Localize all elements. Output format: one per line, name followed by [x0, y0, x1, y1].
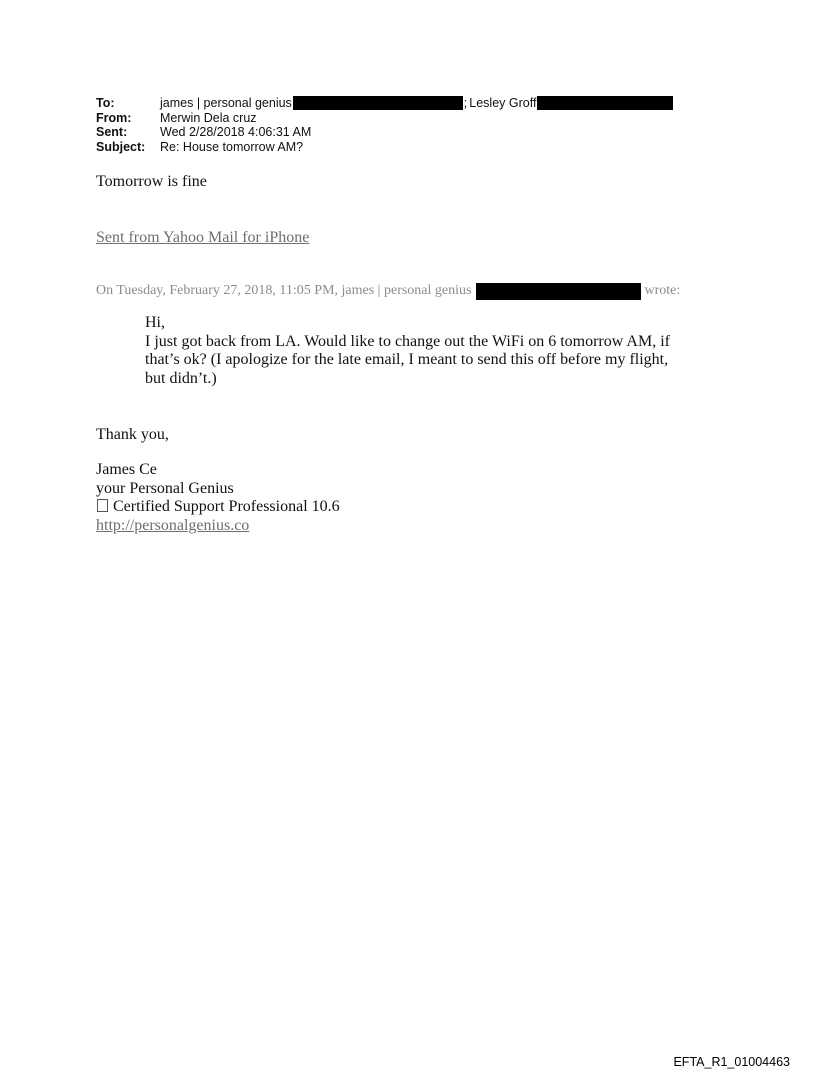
sent-value: Wed 2/28/2018 4:06:31 AM — [160, 125, 312, 139]
reply-text: Tomorrow is fine — [96, 173, 207, 190]
signature-block — [96, 461, 340, 535]
to-label: To: — [96, 96, 115, 110]
sent-from-link[interactable]: Sent from Yahoo Mail for iPhone — [96, 229, 310, 246]
from-value: Merwin Dela cruz — [160, 110, 257, 125]
to-row — [96, 96, 673, 111]
quoted-line: but didn’t.) — [145, 369, 217, 387]
quoted-line: that’s ok? (I apologize for the late email, I meant to send this off before my flight, — [145, 351, 669, 368]
quoted-wrote: wrote: — [644, 283, 681, 298]
to-recipient-2: Lesley Groff — [469, 96, 537, 110]
signature-cert: Certified Support Professional 10.6 — [113, 498, 340, 515]
quoted-greeting: Hi, — [145, 314, 165, 331]
subject-value: Re: House tomorrow AM? — [160, 139, 304, 154]
document-id: EFTA_R1_01004463 — [673, 1055, 790, 1069]
thanks-text: Thank you, — [96, 426, 169, 443]
signature-cert-row — [96, 498, 340, 517]
quoted-intro-text: On Tuesday, February 27, 2018, 11:05 PM, james | personal genius — [96, 283, 472, 298]
from-row — [96, 111, 673, 126]
sent-from-link-wrap — [96, 229, 309, 248]
redaction-box — [476, 283, 641, 300]
email-header — [96, 96, 673, 154]
recipient-separator: ; — [463, 96, 468, 110]
from-label: From: — [96, 110, 132, 125]
subject-label: Subject: — [96, 139, 146, 154]
quoted-line: I just got back from LA. Would like to change out the WiFi on 6 tomorrow AM, if — [145, 332, 670, 350]
signature-name: James Ce — [96, 461, 157, 478]
sent-row — [96, 125, 673, 140]
to-recipient-1: james | personal genius — [160, 96, 292, 110]
quoted-intro — [96, 282, 680, 301]
subject-row — [96, 140, 673, 155]
quoted-message — [145, 314, 705, 388]
redaction-box — [293, 96, 463, 110]
signature-url-link[interactable]: http://personalgenius.co — [96, 516, 250, 534]
sent-label: Sent: — [96, 125, 128, 139]
redaction-box — [537, 96, 673, 110]
signature-role: your Personal Genius — [96, 479, 234, 497]
missing-glyph-icon — [97, 499, 108, 512]
